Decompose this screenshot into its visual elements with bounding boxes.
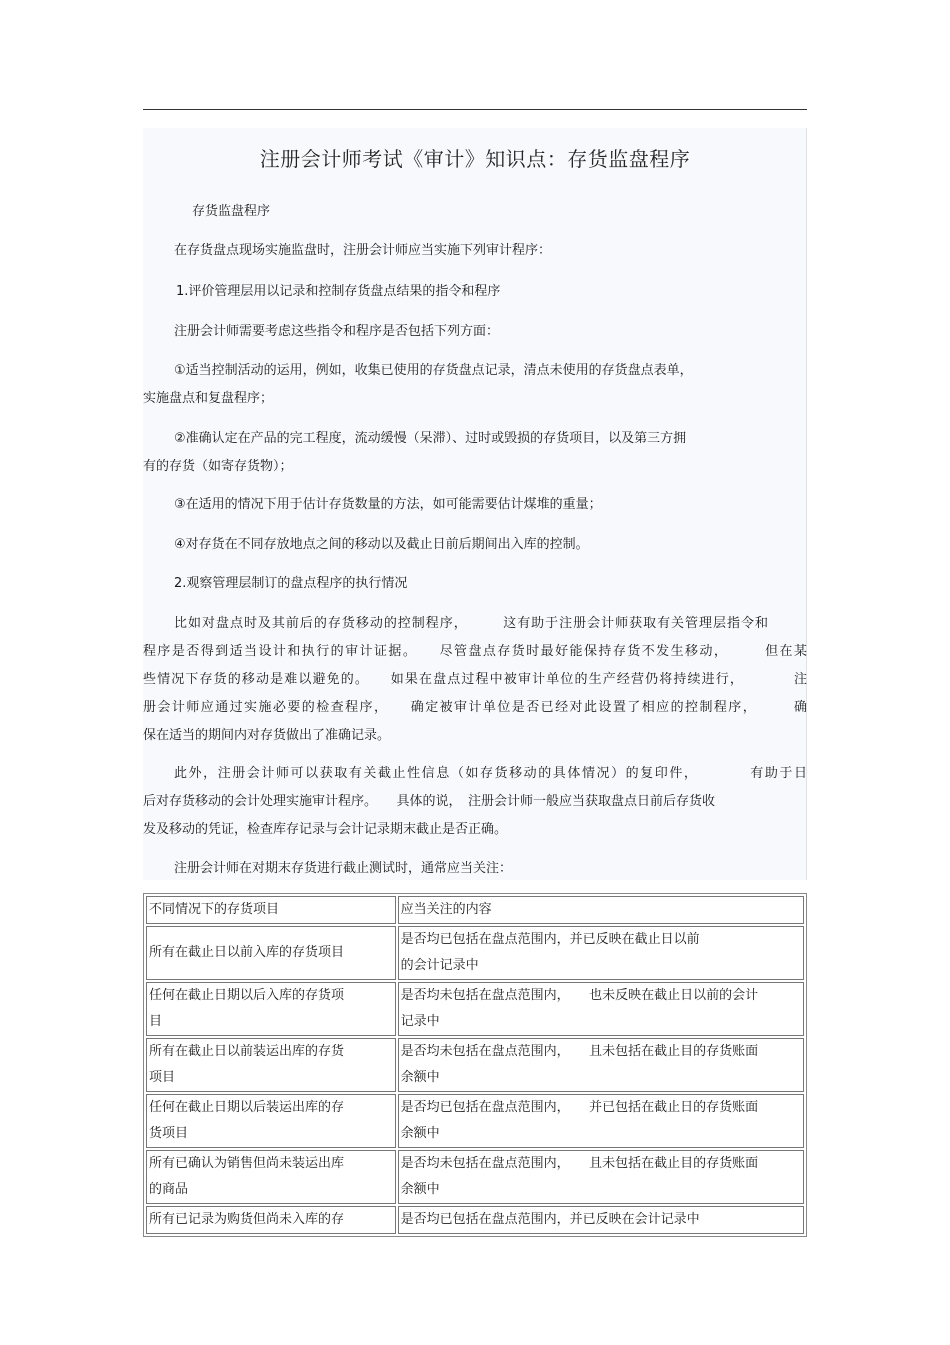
text-line: 后对存货移动的会计处理实施审计程序。 具体的说， 注册会计师一般应当获取盘点日前后存货收: [143, 794, 716, 809]
table-header-row: [146, 896, 804, 924]
cell-line: 是否均未包括在盘点范围内， 也未反映在截止日以前的会计: [400, 988, 759, 1003]
page-title: 注册会计师考试《审计》知识点：存货监盘程序: [259, 147, 691, 171]
text-line: 保在适当的期间内对存货做出了准确记录。: [143, 728, 391, 743]
paragraph: [143, 491, 838, 519]
cell-line: 任何在截止日期以后入库的存货项: [149, 988, 345, 1003]
text-line: 存货监盘程序: [192, 204, 271, 219]
table-row: [146, 982, 804, 1036]
table-row: [146, 1038, 804, 1092]
cutoff-table: [143, 893, 807, 1237]
text-line: 程序是否得到适当设计和执行的审计证据。 尽管盘点存货时最好能保持存货不发生移动， 但在某: [143, 644, 807, 659]
cell-line: 余额中: [400, 1126, 440, 1141]
text-line: ②准确认定在产品的完工程度，流动缓慢（呆滞）、过时或毁损的存货项目，以及第三方拥: [174, 431, 687, 446]
cell-line: 任何在截止日期以后装运出库的存: [149, 1100, 345, 1115]
text-line: 发及移动的凭证，检查库存记录与会计记录期末截止是否正确。: [143, 822, 508, 837]
table-cell: [398, 926, 804, 980]
cell-line: 所有已记录为购货但尚未入库的存: [149, 1212, 345, 1227]
paragraph: [143, 760, 807, 844]
cell-line: 所有在截止日以前入库的存货项目: [149, 945, 345, 960]
text-line: 此外，注册会计师可以获取有关截止性信息（如存货移动的具体情况）的复印件， 有助于日: [174, 766, 807, 781]
table-cell: [398, 1094, 804, 1148]
text-line: 2.观察管理层制订的盘点程序的执行情况: [174, 576, 408, 591]
cell-line: 所有已确认为销售但尚未装运出库: [149, 1156, 345, 1171]
table-header-cell: 不同情况下的存货项目: [146, 896, 396, 924]
cell-line: 目: [149, 1014, 163, 1029]
text-line: 在存货盘点现场实施监盘时，注册会计师应当实施下列审计程序：: [174, 243, 552, 258]
text-line: ④对存货在不同存放地点之间的移动以及截止日前后期间出入库的控制。: [174, 537, 589, 552]
cell-line: 的商品: [149, 1182, 189, 1197]
table-cell: [146, 1150, 396, 1204]
table-header-cell: 应当关注的内容: [398, 896, 804, 924]
text-line: 注册会计师在对期末存货进行截止测试时，通常应当关注：: [174, 861, 513, 876]
paragraph: [143, 531, 838, 559]
cell-line: 是否均已包括在盘点范围内，并已反映在会计记录中: [400, 1212, 700, 1227]
cell-line: 是否均已包括在盘点范围内， 并已包括在截止日的存货账面: [400, 1100, 759, 1115]
table-cell: [146, 1206, 396, 1234]
table-cell: [146, 1038, 396, 1092]
table-cell: [146, 1094, 396, 1148]
cell-line: 记录中: [400, 1014, 440, 1029]
text-line: 注册会计师需要考虑这些指令和程序是否包括下列方面：: [174, 324, 500, 339]
cell-line: 货项目: [149, 1126, 189, 1141]
text-line: ③在适用的情况下用于估计存货数量的方法，如可能需要估计煤堆的重量；: [174, 497, 602, 512]
paragraph: [143, 278, 840, 306]
text-line: 有的存货（如寄存货物）；: [143, 459, 293, 474]
cell-line: 所有在截止日以前装运出库的存货: [149, 1044, 345, 1059]
cell-line: 是否均已包括在盘点范围内，并已反映在截止日以前: [400, 932, 700, 947]
text-line: ①适当控制活动的运用，例如，收集已使用的存货盘点记录，清点未使用的存货盘点表单，: [174, 363, 693, 378]
table-cell: [398, 1038, 804, 1092]
text-line: 些情况下存货的移动是难以避免的。 如果在盘点过程中被审计单位的生产经营仍将持续进行， 注: [143, 672, 807, 687]
text-line: 实施盘点和复盘程序；: [143, 391, 274, 406]
table-cell: [398, 982, 804, 1036]
table-row: [146, 1094, 804, 1148]
cell-line: 是否均未包括在盘点范围内， 且未包括在截止目的存货账面: [400, 1044, 759, 1059]
text-line: 1.评价管理层用以记录和控制存货盘点结果的指令和程序: [176, 284, 501, 299]
table-cell: [398, 1150, 804, 1204]
cell-line: 是否均未包括在盘点范围内， 且未包括在截止目的存货账面: [400, 1156, 759, 1171]
text-line: 比如对盘点时及其前后的存货移动的控制程序， 这有助于注册会计师获取有关管理层指令和: [174, 616, 768, 631]
cell-line: 余额中: [400, 1070, 440, 1085]
paragraph: [143, 198, 807, 226]
table-cell: [398, 1206, 804, 1234]
cell-line: 项目: [149, 1070, 176, 1085]
paragraph: [143, 425, 807, 481]
cell-line: 余额中: [400, 1182, 440, 1197]
top-divider: [143, 109, 807, 110]
table-cell: [146, 926, 396, 980]
table-row: [146, 1206, 804, 1234]
paragraph: [143, 570, 838, 598]
table-row: [146, 1150, 804, 1204]
paragraph: [143, 610, 807, 750]
text-line: 册会计师应通过实施必要的检查程序， 确定被审计单位是否已经对此设置了相应的控制程序， 确: [143, 700, 807, 715]
paragraph: [143, 318, 838, 346]
cell-line: 的会计记录中: [400, 958, 479, 973]
paragraph: [143, 237, 838, 265]
table-cell: [146, 982, 396, 1036]
paragraph: [143, 855, 838, 883]
table-row: [146, 926, 804, 980]
paragraph: [143, 357, 807, 413]
